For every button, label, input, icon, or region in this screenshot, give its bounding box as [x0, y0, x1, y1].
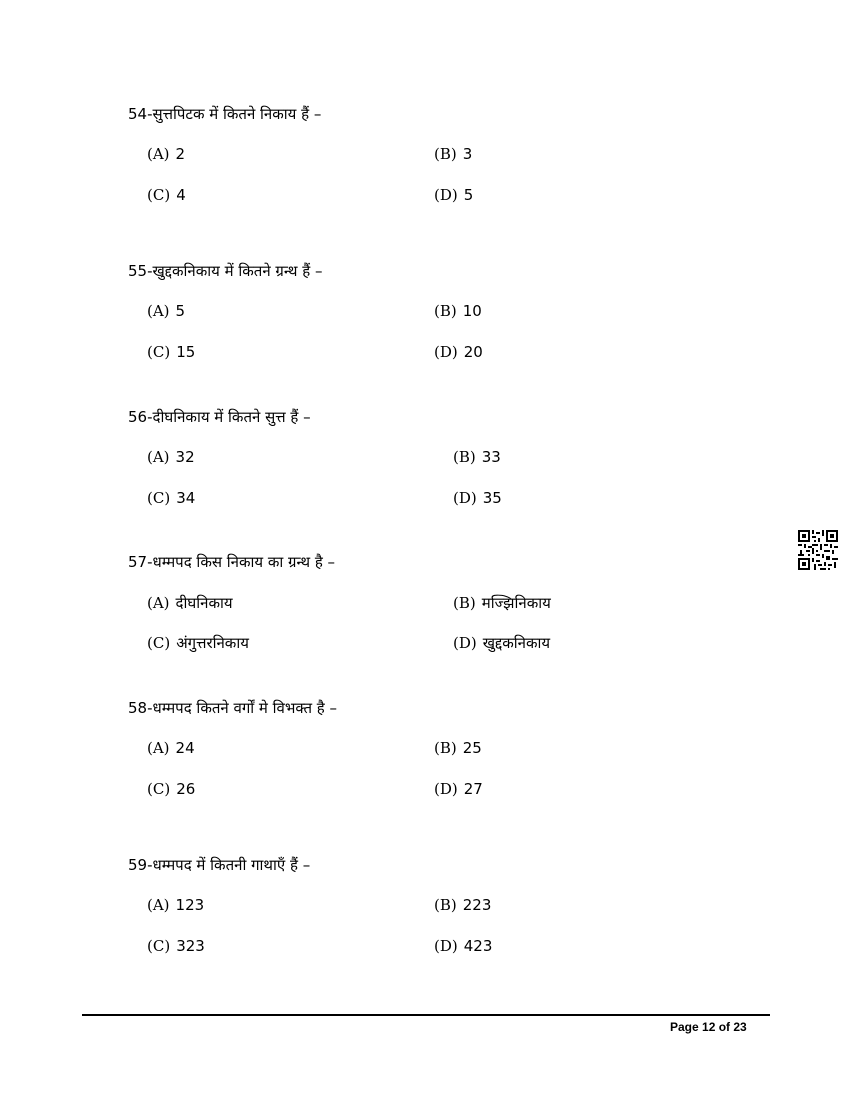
question-57: 57-धम्मपद किस निकाय का ग्रन्थ है – — [128, 553, 336, 571]
option-b — [434, 302, 482, 320]
option-d — [434, 343, 483, 361]
option-label: (A) — [147, 594, 170, 612]
option-label: (B) — [453, 448, 476, 466]
option-label: (D) — [453, 634, 477, 652]
question-58: 58-धम्मपद कितने वर्गों मे विभक्त है – — [128, 699, 338, 717]
option-value: खुद्दकनिकाय — [482, 634, 551, 652]
option-label: (A) — [147, 896, 170, 914]
question-54: 54-सुत्तपिटक में कितने निकाय हैं – — [128, 105, 322, 123]
option-value: 15 — [176, 343, 196, 361]
option-label: (D) — [434, 343, 458, 361]
option-d — [453, 489, 502, 507]
option-label: (C) — [147, 937, 171, 955]
option-value: 24 — [175, 739, 195, 757]
option-label: (A) — [147, 739, 170, 757]
option-b — [434, 739, 482, 757]
option-value: दीघनिकाय — [175, 594, 233, 612]
option-d — [434, 937, 492, 955]
option-value: 26 — [176, 780, 196, 798]
option-value: 3 — [462, 145, 473, 163]
option-label: (A) — [147, 448, 170, 466]
option-value: 10 — [462, 302, 482, 320]
option-label: (C) — [147, 186, 171, 204]
option-label: (B) — [434, 739, 457, 757]
option-a — [147, 302, 185, 320]
option-d — [434, 780, 483, 798]
option-value: 4 — [176, 186, 186, 204]
option-label: (A) — [147, 302, 170, 320]
option-c — [147, 186, 186, 204]
question-56: 56-दीघनिकाय में कितने सुत्त हैं – — [128, 408, 311, 426]
option-value: 34 — [176, 489, 196, 507]
option-label: (C) — [147, 780, 171, 798]
option-value: 32 — [175, 448, 195, 466]
option-value: मज्झिनिकाय — [481, 594, 551, 612]
option-value: 20 — [463, 343, 483, 361]
option-label: (C) — [147, 489, 171, 507]
option-c — [147, 633, 249, 653]
option-c — [147, 937, 205, 955]
option-b — [453, 593, 551, 613]
option-label: (A) — [147, 145, 170, 163]
option-label: (C) — [147, 634, 171, 652]
qr-code-icon — [798, 530, 838, 570]
option-label: (D) — [453, 489, 477, 507]
option-value: 5 — [463, 186, 474, 204]
option-label: (B) — [453, 594, 476, 612]
question-59: 59-धम्मपद में कितनी गाथाएँ हैं – — [128, 856, 311, 874]
option-label: (B) — [434, 896, 457, 914]
page-number: Page 12 of 23 — [670, 1020, 747, 1034]
option-a — [147, 145, 185, 163]
option-d — [453, 633, 550, 653]
option-value: 27 — [463, 780, 483, 798]
option-label: (D) — [434, 186, 458, 204]
option-c — [147, 343, 195, 361]
option-a — [147, 448, 195, 466]
option-b — [434, 145, 472, 163]
option-b — [434, 896, 491, 914]
option-label: (C) — [147, 343, 171, 361]
option-value: 223 — [462, 896, 492, 914]
option-a — [147, 896, 204, 914]
option-value: 323 — [176, 937, 205, 955]
option-label: (B) — [434, 145, 457, 163]
option-b — [453, 448, 501, 466]
option-c — [147, 489, 195, 507]
question-55: 55-खुद्दकनिकाय में कितने ग्रन्थ हैं – — [128, 262, 323, 280]
option-value: 5 — [175, 302, 186, 320]
option-a — [147, 593, 233, 613]
option-value: अंगुत्तरनिकाय — [176, 634, 249, 652]
option-value: 2 — [175, 145, 186, 163]
option-d — [434, 186, 473, 204]
option-value: 123 — [175, 896, 205, 914]
option-value: 33 — [481, 448, 501, 466]
option-value: 423 — [463, 937, 493, 955]
option-label: (D) — [434, 937, 458, 955]
footer-divider — [82, 1014, 770, 1016]
option-value: 35 — [482, 489, 502, 507]
option-value: 25 — [462, 739, 482, 757]
option-c — [147, 780, 195, 798]
option-a — [147, 739, 195, 757]
option-label: (D) — [434, 780, 458, 798]
option-label: (B) — [434, 302, 457, 320]
